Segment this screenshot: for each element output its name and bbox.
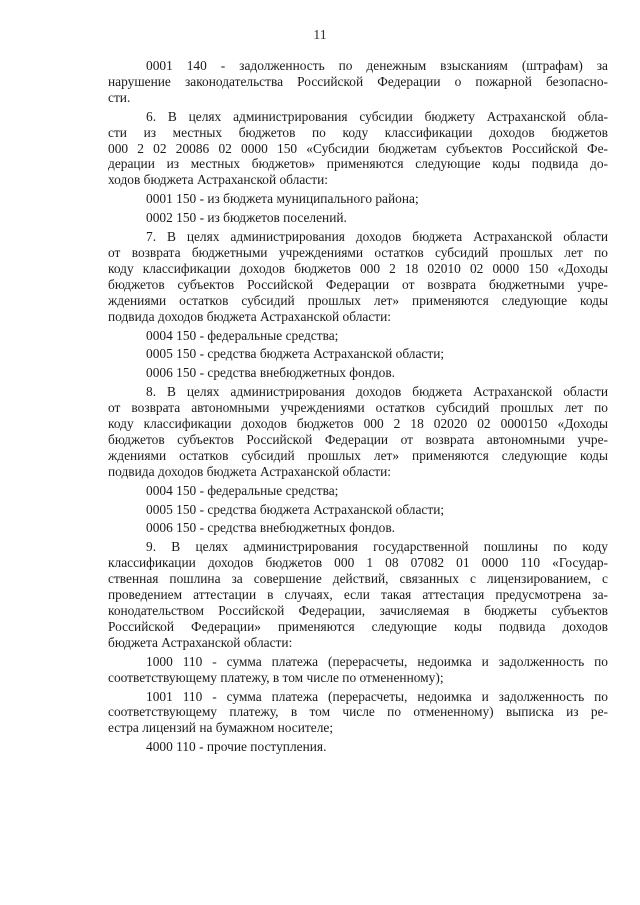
text-line: подвида доходов бюджета Астраханской области: (108, 308, 392, 324)
text-line: 0006 150 - средства внебюджетных фондов. (146, 365, 395, 381)
text-line: от возврата бюджетными учреждениями остатков субсидий прошлых лет по (108, 244, 608, 260)
text-line: классификации доходов бюджетов 000 1 08 07082 01 0000 110 «Государ- (108, 555, 608, 571)
text-line: от возврата автономными учреждениями остатков субсидий прошлых лет по (108, 400, 608, 416)
text-line: бюджетов субъектов Российской Федерации от возврата бюджетными учре- (108, 276, 608, 292)
text-line: 1001 110 - сумма платежа (перерасчеты, недоимка и задолженность по (146, 688, 608, 704)
text-line: 9. В целях администрирования государственной пошлины по коду (146, 539, 608, 555)
document-body (108, 58, 608, 755)
text-line: 0006 150 - средства внебюджетных фондов. (146, 520, 395, 536)
text-line: 0002 150 - из бюджетов поселений. (146, 210, 347, 226)
text-line: бюджета Астраханской области: (108, 634, 293, 650)
text-line: 1000 110 - сумма платежа (перерасчеты, недоимка и задолженность по (146, 653, 608, 669)
text-line: Российской Федерации» применяются следующие коды подвида доходов (108, 618, 608, 634)
text-line: ходов бюджета Астраханской области: (108, 172, 328, 188)
text-line: 0005 150 - средства бюджета Астраханской области; (146, 346, 445, 362)
text-line: 7. В целях администрирования доходов бюджета Астраханской области (146, 229, 608, 245)
text-line: 0001 140 - задолженность по денежным взысканиям (штрафам) за (146, 58, 608, 73)
text-line: коду классификации доходов бюджетов 000 2 18 02010 02 0000 150 «Доходы (108, 260, 608, 276)
text-line: сти. (108, 89, 131, 105)
text-line: сти из местных бюджетов по коду классификации доходов бюджетов (108, 124, 608, 140)
text-line: соответствующему платежу, в том числе по отмененному); (108, 669, 444, 685)
text-line: дерации из местных бюджетов» применяются следующие коды подвида до- (108, 156, 608, 172)
page-number: 11 (313, 28, 327, 43)
text-line: ственная пошлина за совершение действий, связанных с лицензированием, с (108, 571, 608, 587)
text-line: нарушение законодательства Российской Федерации о пожарной безопасно- (108, 73, 608, 89)
text-line: 000 2 02 20086 02 0000 150 «Субсидии бюджетам субъектов Российской Фе- (108, 140, 608, 156)
text-line: ждениями остатков субсидий прошлых лет» применяются следующие коды (108, 447, 608, 463)
text-line: 6. В целях администрирования субсидии бюджету Астраханской обла- (146, 108, 608, 124)
text-line: 0004 150 - федеральные средства; (146, 327, 339, 343)
text-line: 4000 110 - прочие поступления. (146, 739, 327, 755)
text-line: бюджетов субъектов Российской Федерации от возврата автономными учре- (108, 431, 608, 447)
text-line: коду классификации доходов бюджетов 000 2 18 02020 02 0000150 «Доходы (108, 416, 608, 432)
text-line: соответствующему платежу, в том числе по отмененному) выписка из ре- (108, 704, 608, 720)
text-line: конодательством Российской Федерации, зачисляемая в бюджеты субъектов (108, 603, 608, 618)
text-line: естра лицензий на бумажном носителе; (108, 720, 334, 736)
text-line: 0001 150 - из бюджета муниципального района; (146, 191, 419, 207)
text-line: 0004 150 - федеральные средства; (146, 482, 339, 498)
text-line: подвида доходов бюджета Астраханской области: (108, 463, 392, 479)
text-line: ждениями остатков субсидий прошлых лет» применяются следующие коды (108, 292, 608, 308)
text-line: проведением аттестации в случаях, если такая аттестация предусмотрена за- (108, 587, 608, 603)
text-line: 8. В целях администрирования доходов бюджета Астраханской области (146, 384, 608, 400)
text-line: 0005 150 - средства бюджета Астраханской области; (146, 501, 445, 517)
